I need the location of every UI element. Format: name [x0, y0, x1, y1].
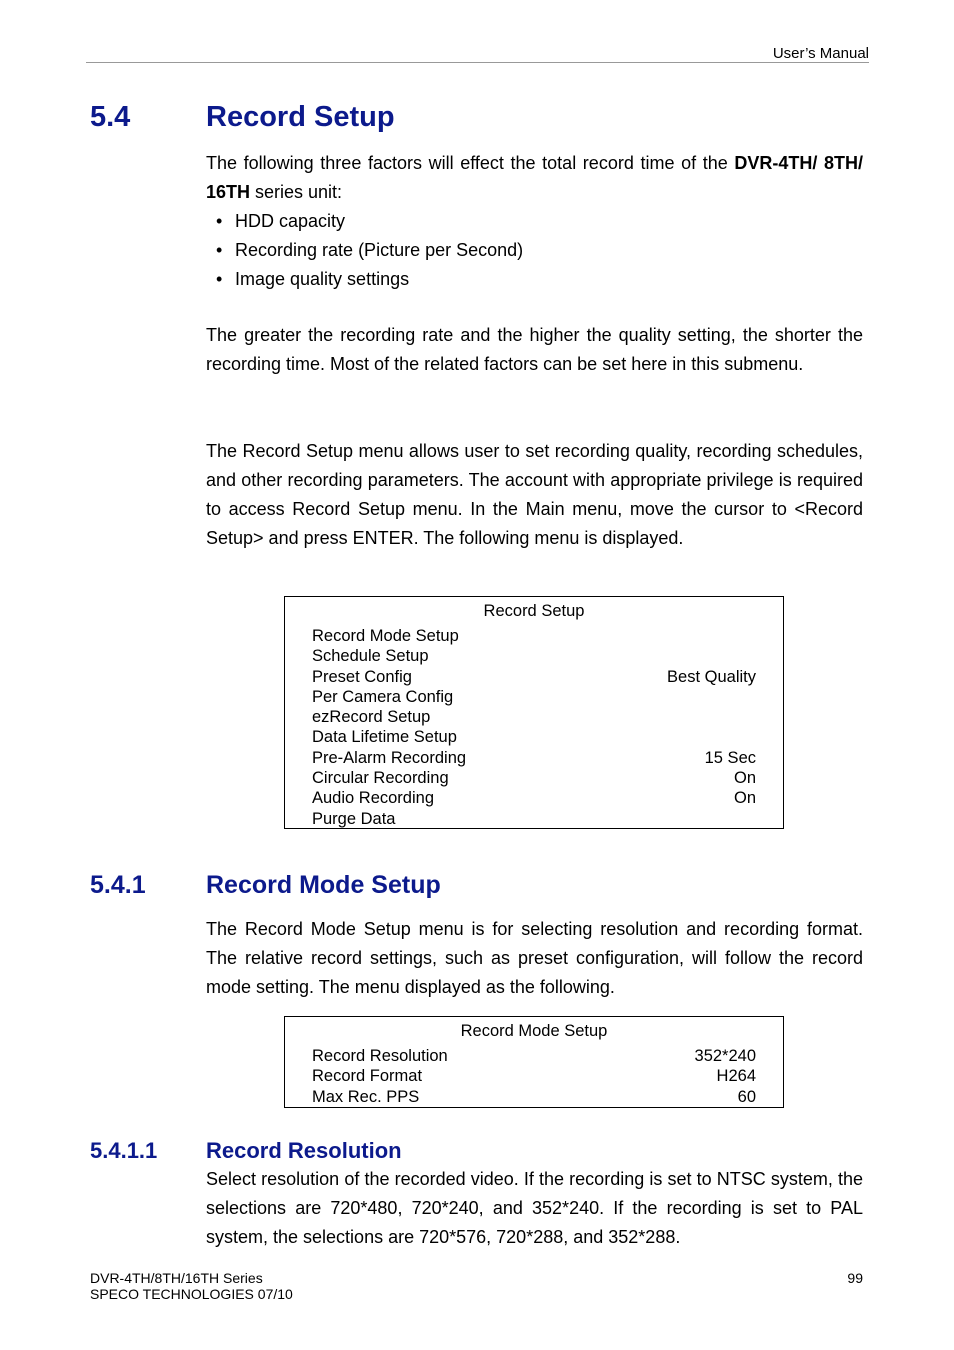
menu-row: Data Lifetime Setup — [312, 728, 457, 747]
menu-row: Schedule Setup — [312, 647, 429, 666]
menu-row: Preset Config Best Quality — [312, 667, 756, 686]
menu-row: Per Camera Config — [312, 687, 454, 706]
footer-company: SPECO TECHNOLOGIES 07/10 — [90, 1286, 293, 1302]
menu-row: Audio Recording On — [312, 789, 756, 808]
subsection-number: 5.4.1 — [90, 871, 146, 899]
footer-series: DVR-4TH/8TH/16TH Series — [90, 1270, 263, 1286]
page-number: 99 — [847, 1270, 863, 1286]
section-title: Record Setup — [206, 101, 395, 133]
bullet-icon: • — [216, 211, 223, 231]
bullet-icon: • — [216, 269, 223, 289]
bullet-icon: • — [216, 240, 223, 260]
menu-row: Circular Recording On — [312, 769, 756, 788]
section-number: 5.4 — [90, 101, 131, 133]
product-name: DVR-4TH/ 8TH/ 16TH — [206, 153, 863, 202]
record-mode-paragraph: The Record Mode Setup menu is for selecting resolution and recording format. The relative record settings, such as preset configuration, will follow the record mode setting. The menu displayed as the following. — [206, 919, 863, 997]
list-item: • HDD capacity — [216, 207, 523, 236]
factor-list — [216, 207, 523, 294]
record-mode-menu — [284, 1016, 784, 1108]
menu-row: ezRecord Setup — [312, 708, 431, 727]
menu-title: Record Mode Setup — [460, 1022, 608, 1040]
footer-info — [90, 1270, 293, 1302]
menu-access-paragraph: The Record Setup menu allows user to set recording quality, recording schedules, and other recording parameters. The account with appropriate privilege is required to access Record Setup menu. In the Main menu, move the cursor to <Record Setup> and press ENTER. The following menu is displayed. — [206, 441, 863, 548]
subsubsection-number: 5.4.1.1 — [90, 1138, 158, 1163]
record-setup-menu — [284, 596, 784, 829]
list-item: • Image quality settings — [216, 265, 523, 294]
menu-row: Record Format H264 — [312, 1067, 756, 1086]
menu-row: Record Mode Setup — [312, 627, 459, 645]
menu-title: Record Setup — [483, 602, 585, 620]
running-header: User’s Manual — [772, 45, 869, 62]
header-rule — [86, 62, 869, 63]
menu-row: Purge Data — [312, 809, 396, 828]
menu-row: Max Rec. PPS 60 — [312, 1087, 756, 1106]
list-item: • Recording rate (Picture per Second) — [216, 236, 523, 265]
subsection-title: Record Mode Setup — [206, 871, 441, 899]
subsubsection-title: Record Resolution — [206, 1138, 402, 1163]
menu-row: Pre-Alarm Recording 15 Sec — [312, 748, 756, 767]
resolution-paragraph: Select resolution of the recorded video. If the recording is set to NTSC system, the selections are 720*480, 720*240, and 352*240. If the recording is set to PAL system, the selections are 720*576, 720*288, and 352*288. — [206, 1169, 863, 1247]
intro-paragraph: The following three factors will effect the total record time of the DVR-4TH/ 8TH/ 16TH series unit: — [206, 153, 863, 202]
menu-row: Record Resolution 352*240 — [312, 1047, 756, 1065]
quality-paragraph: The greater the recording rate and the higher the quality setting, the shorter the recording time. Most of the related factors can be set here in this submenu. — [206, 325, 863, 374]
